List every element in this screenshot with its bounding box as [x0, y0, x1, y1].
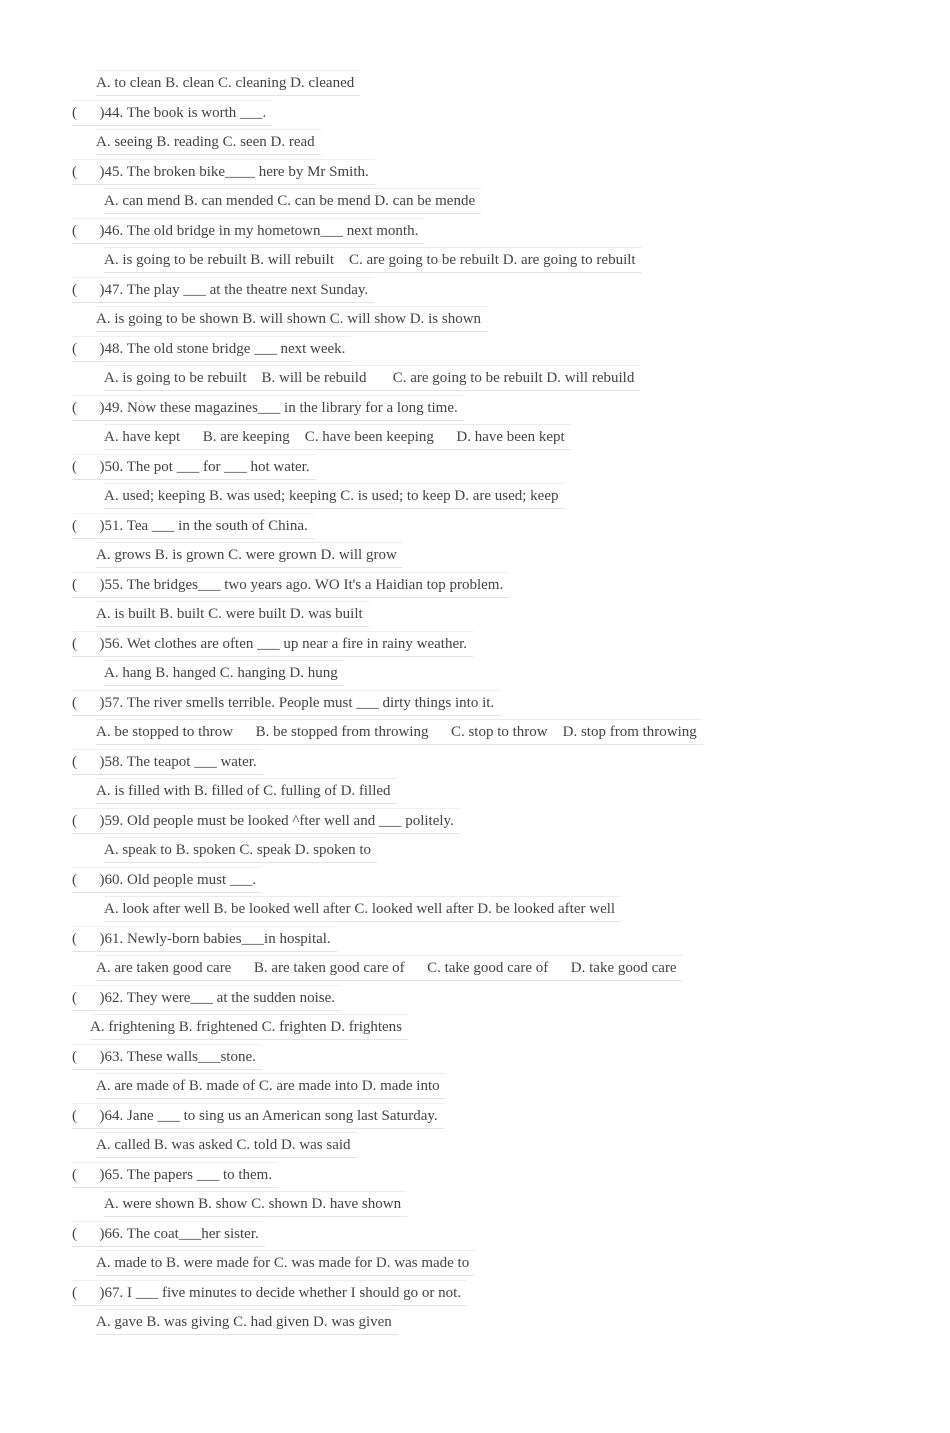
options-line	[72, 483, 564, 507]
question-text: ( )47. The play ___ at the theatre next Sunday.	[72, 277, 374, 303]
options-text: A. were shown B. show C. shown D. have shown	[104, 1191, 407, 1217]
question-line	[72, 336, 351, 360]
question-line	[72, 867, 262, 891]
options-line	[72, 719, 703, 743]
options-text: A. is going to be rebuilt B. will be rebuild C. are going to be rebuilt D. will rebuild	[104, 365, 640, 391]
question-line	[72, 1103, 444, 1127]
options-text: A. look after well B. be looked well after C. looked well after D. be looked after well	[104, 896, 621, 922]
options-text: A. are made of B. made of C. are made into D. made into	[96, 1073, 446, 1099]
question-text: ( )59. Old people must be looked ^fter well and ___ politely.	[72, 808, 460, 834]
question-text: ( )64. Jane ___ to sing us an American song last Saturday.	[72, 1103, 444, 1129]
question-text: ( )49. Now these magazines___ in the library for a long time.	[72, 395, 464, 421]
question-line	[72, 1280, 467, 1304]
question-text: ( )66. The coat___her sister.	[72, 1221, 265, 1247]
options-line	[72, 1014, 408, 1038]
options-line	[72, 1073, 446, 1097]
question-line	[72, 395, 464, 419]
options-text: A. to clean B. clean C. cleaning D. cleaned	[96, 70, 360, 96]
question-line	[72, 100, 272, 124]
question-line	[72, 454, 316, 478]
options-text: A. speak to B. spoken C. speak D. spoken to	[104, 837, 377, 863]
options-line	[72, 365, 640, 389]
options-line	[72, 601, 369, 625]
question-line	[72, 572, 509, 596]
options-line	[72, 955, 683, 979]
options-text: A. is built B. built C. were built D. was built	[96, 601, 369, 627]
options-line	[72, 896, 621, 920]
question-text: ( )65. The papers ___ to them.	[72, 1162, 278, 1188]
question-line	[72, 1162, 278, 1186]
options-line	[72, 188, 481, 212]
options-text: A. can mend B. can mended C. can be mend D. can be mende	[104, 188, 481, 214]
options-text: A. frightening B. frightened C. frighten D. frightens	[90, 1014, 408, 1040]
options-line	[72, 424, 571, 448]
question-text: ( )44. The book is worth ___.	[72, 100, 272, 126]
question-line	[72, 749, 263, 773]
options-text: A. is filled with B. filled of C. fulling of D. filled	[96, 778, 397, 804]
options-line	[72, 70, 360, 94]
options-text: A. is going to be rebuilt B. will rebuilt C. are going to be rebuilt D. are going to rebuilt	[104, 247, 642, 273]
options-line	[72, 778, 397, 802]
question-line	[72, 808, 460, 832]
question-text: ( )58. The teapot ___ water.	[72, 749, 263, 775]
question-line	[72, 277, 374, 301]
options-text: A. is going to be shown B. will shown C. will show D. is shown	[96, 306, 487, 332]
options-line	[72, 1250, 475, 1274]
question-text: ( )48. The old stone bridge ___ next week.	[72, 336, 351, 362]
question-text: ( )45. The broken bike____ here by Mr Smith.	[72, 159, 375, 185]
options-text: A. gave B. was giving C. had given D. was given	[96, 1309, 398, 1335]
question-text: ( )50. The pot ___ for ___ hot water.	[72, 454, 316, 480]
question-line	[72, 985, 341, 1009]
options-text: A. are taken good care B. are taken good care of C. take good care of D. take good care	[96, 955, 683, 981]
question-text: ( )57. The river smells terrible. People must ___ dirty things into it.	[72, 690, 500, 716]
options-text: A. have kept B. are keeping C. have been keeping D. have been kept	[104, 424, 571, 450]
options-text: A. grows B. is grown C. were grown D. will grow	[96, 542, 403, 568]
options-text: A. be stopped to throw B. be stopped from throwing C. stop to throw D. stop from throwing	[96, 719, 703, 745]
question-line	[72, 1221, 265, 1245]
question-text: ( )51. Tea ___ in the south of China.	[72, 513, 314, 539]
options-line	[72, 1309, 398, 1333]
options-text: A. used; keeping B. was used; keeping C. is used; to keep D. are used; keep	[104, 483, 564, 509]
options-line	[72, 129, 321, 153]
question-line	[72, 1044, 262, 1068]
question-line	[72, 218, 424, 242]
options-text: A. made to B. were made for C. was made for D. was made to	[96, 1250, 475, 1276]
question-line	[72, 513, 314, 537]
question-text: ( )56. Wet clothes are often ___ up near a fire in rainy weather.	[72, 631, 473, 657]
question-line	[72, 631, 473, 655]
options-text: A. hang B. hanged C. hanging D. hung	[104, 660, 344, 686]
options-line	[72, 1191, 407, 1215]
question-line	[72, 159, 375, 183]
question-line	[72, 690, 500, 714]
question-text: ( )62. They were___ at the sudden noise.	[72, 985, 341, 1011]
question-text: ( )60. Old people must ___.	[72, 867, 262, 893]
options-line	[72, 542, 403, 566]
options-line	[72, 247, 642, 271]
question-text: ( )46. The old bridge in my hometown___ next month.	[72, 218, 424, 244]
question-line	[72, 926, 337, 950]
options-line	[72, 1132, 357, 1156]
options-text: A. called B. was asked C. told D. was said	[96, 1132, 357, 1158]
options-text: A. seeing B. reading C. seen D. read	[96, 129, 321, 155]
question-text: ( )67. I ___ five minutes to decide whether I should go or not.	[72, 1280, 467, 1306]
options-line	[72, 306, 487, 330]
question-text: ( )61. Newly-born babies___in hospital.	[72, 926, 337, 952]
question-text: ( )55. The bridges___ two years ago. WO It's a Haidian top problem.	[72, 572, 509, 598]
options-line	[72, 660, 344, 684]
options-line	[72, 837, 377, 861]
question-text: ( )63. These walls___stone.	[72, 1044, 262, 1070]
